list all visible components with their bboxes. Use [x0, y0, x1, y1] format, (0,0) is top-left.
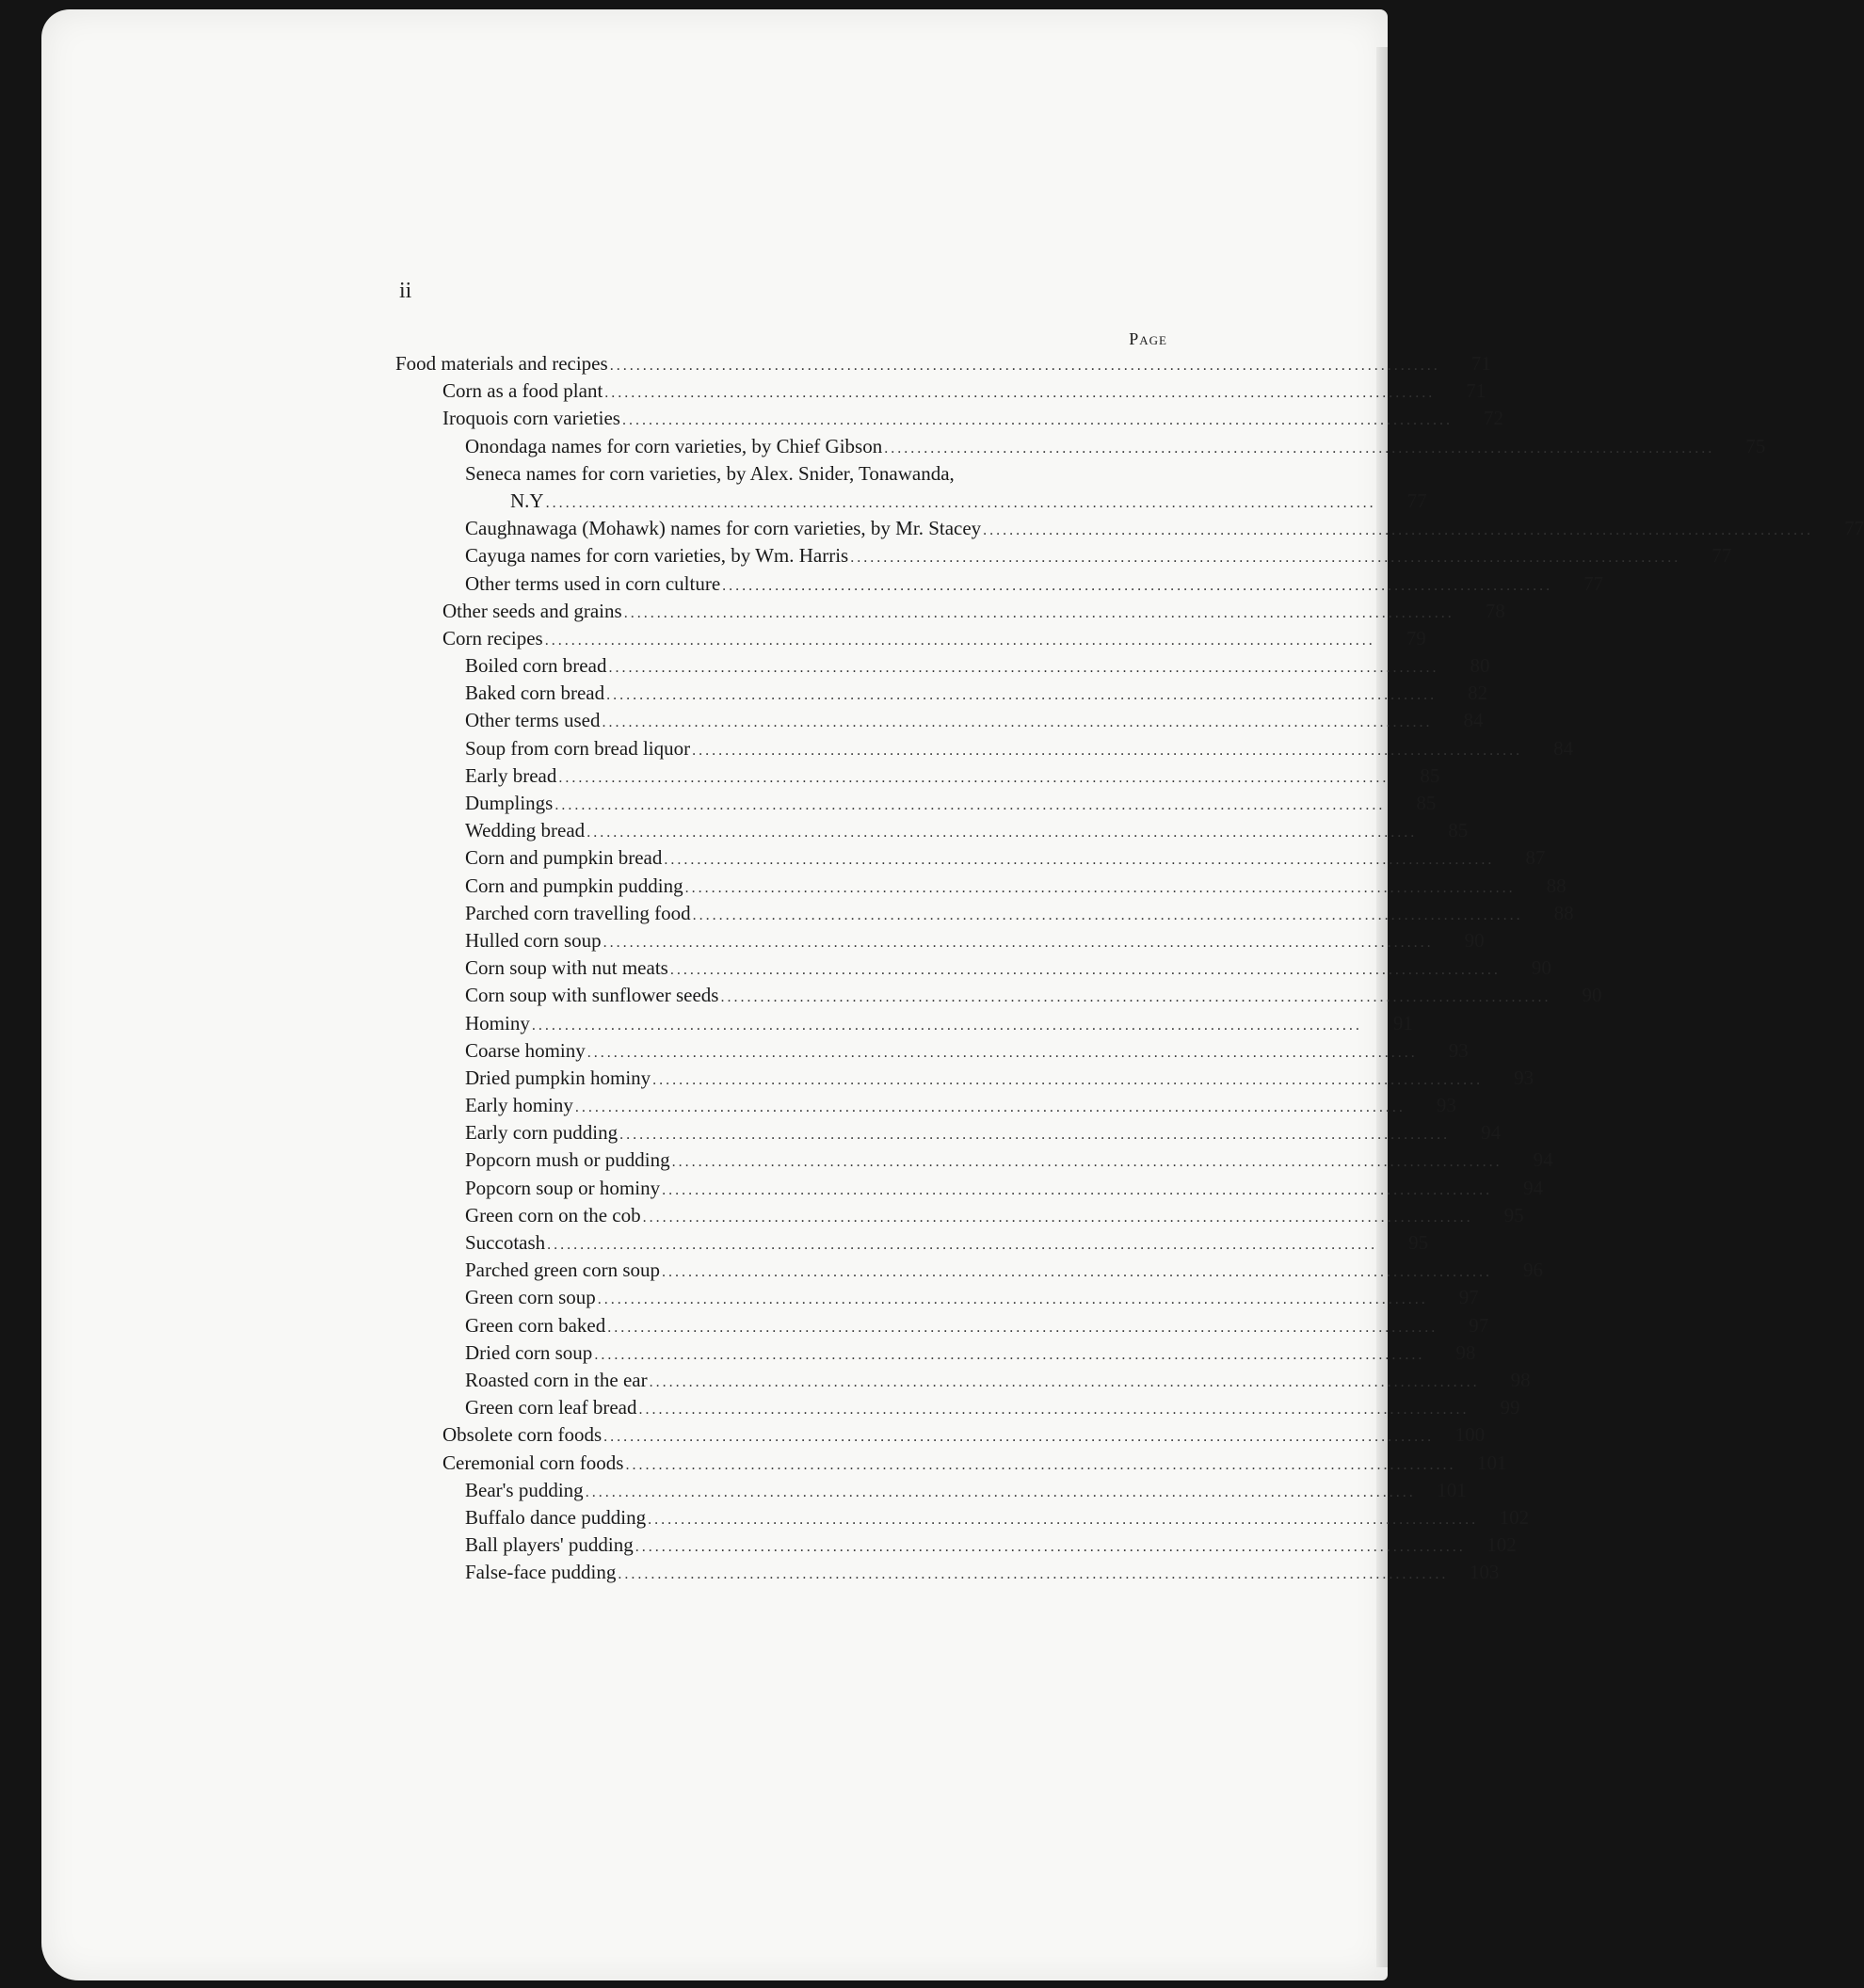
toc-entry-label: Ceremonial corn foods — [442, 1451, 624, 1474]
toc-page-number: 87 — [1525, 846, 1546, 870]
toc-page-number: 101 — [1437, 1478, 1467, 1501]
toc-entry — [395, 707, 1484, 734]
toc-page-number: 94 — [1481, 1121, 1502, 1145]
toc-page-number: 93 — [1448, 1038, 1469, 1062]
toc-entry — [395, 433, 1766, 460]
toc-entry-label: Cayuga names for corn varieties, by Wm. Harris — [465, 544, 849, 568]
toc-entry-label: Corn as a food plant — [442, 379, 603, 403]
leader-dots: .............................................................................................................................. — [722, 577, 1553, 594]
toc-entry — [395, 1531, 1517, 1559]
leader-dots: .............................................................................................................................. — [609, 358, 1440, 374]
toc-entry-label: Hulled corn soup — [465, 928, 602, 952]
toc-page-number: 91 — [1392, 1011, 1413, 1034]
toc-page-number: 75 — [1745, 434, 1766, 457]
leader-dots: .............................................................................................................................. — [603, 1429, 1435, 1446]
toc-entry — [395, 1119, 1502, 1146]
toc-entry — [395, 1092, 1456, 1119]
leader-dots: .............................................................................................................................. — [608, 660, 1439, 677]
toc-entry — [395, 515, 1864, 542]
toc-page-number: 90 — [1531, 956, 1551, 980]
toc-page-number: 79 — [1406, 626, 1426, 649]
toc-page-number: 98 — [1510, 1368, 1531, 1391]
toc-entry — [395, 1146, 1553, 1174]
toc-entry — [395, 1477, 1467, 1504]
toc-entry — [395, 1559, 1500, 1586]
leader-dots: .............................................................................................................................. — [621, 412, 1453, 429]
toc-entry-label: Corn soup with nut meats — [465, 956, 668, 980]
leader-dots: .............................................................................................................................. — [544, 632, 1375, 649]
toc-entry-label: Parched corn travelling food — [465, 901, 691, 924]
toc-entry — [395, 1312, 1489, 1339]
toc-entry-label: Baked corn bread — [465, 681, 605, 705]
leader-dots: .............................................................................................................................. — [607, 1319, 1438, 1336]
leader-dots: .............................................................................................................................. — [635, 1539, 1466, 1556]
leader-dots: .............................................................................................................................. — [671, 1154, 1502, 1171]
leader-dots: .............................................................................................................................. — [594, 1346, 1425, 1363]
toc-entry — [395, 625, 1426, 652]
toc-entry-label: Hominy — [465, 1011, 530, 1034]
toc-entry — [395, 1339, 1476, 1367]
toc-entry-label: Corn and pumpkin bread — [465, 846, 663, 870]
toc-entry-label: Buffalo dance pudding — [465, 1505, 647, 1529]
toc-entry — [395, 1010, 1413, 1037]
toc-entry — [395, 762, 1440, 790]
toc-entry — [395, 570, 1604, 598]
toc-entry — [395, 1065, 1535, 1092]
toc-entry-label: Green corn leaf bread — [465, 1396, 637, 1419]
toc-entry-label: Popcorn soup or hominy — [465, 1176, 661, 1199]
leader-dots: .............................................................................................................................. — [692, 742, 1523, 759]
toc-page-number: 90 — [1464, 928, 1485, 952]
leader-dots: .............................................................................................................................. — [558, 769, 1390, 786]
toc-entry-label: Succotash — [465, 1231, 546, 1254]
toc-page-number: 97 — [1458, 1286, 1479, 1309]
leader-dots: .............................................................................................................................. — [623, 604, 1454, 621]
toc-entry-label: Dried pumpkin hominy — [465, 1066, 651, 1089]
toc-entry-label: Early hominy — [465, 1094, 573, 1117]
toc-entry-label: Corn and pumpkin pudding — [465, 874, 683, 897]
leader-dots: .............................................................................................................................. — [531, 1017, 1362, 1034]
toc-page-number: 95 — [1408, 1231, 1429, 1254]
toc-entry — [395, 1229, 1429, 1257]
toc-page-number: 85 — [1420, 763, 1440, 787]
toc-entry-label: Green corn soup — [465, 1286, 596, 1309]
toc-entry-label: Caughnawaga (Mohawk) names for corn varieties, by Mr. Stacey — [465, 517, 982, 540]
toc-page-number: 93 — [1436, 1094, 1456, 1117]
toc-entry-label: Other terms used — [465, 709, 601, 732]
toc-page-number: 102 — [1499, 1505, 1530, 1529]
toc-entry — [395, 1175, 1544, 1202]
toc-page-number: 88 — [1546, 874, 1567, 897]
leader-dots: .............................................................................................................................. — [648, 1511, 1479, 1528]
toc-entry-label: Popcorn mush or pudding — [465, 1148, 670, 1172]
toc-entry — [395, 1202, 1524, 1229]
toc-entry — [395, 1284, 1479, 1311]
leader-dots: .............................................................................................................................. — [587, 825, 1418, 842]
toc-entry-line — [395, 460, 1167, 488]
leader-dots: .............................................................................................................................. — [662, 1181, 1493, 1198]
toc-entry — [395, 735, 1574, 762]
toc-entry — [395, 405, 1503, 432]
toc-entry-label: Iroquois corn varieties — [442, 407, 620, 430]
toc-entry-label: Other terms used in corn culture — [465, 571, 721, 595]
toc-entry — [395, 1257, 1544, 1284]
leader-dots: .............................................................................................................................. — [604, 385, 1436, 402]
toc-entry-label: Other seeds and grains — [442, 599, 622, 622]
leader-dots: .............................................................................................................................. — [619, 1127, 1451, 1144]
toc-entry-label: Corn soup with sunflower seeds — [465, 984, 719, 1007]
toc-entry-label: Dumplings — [465, 792, 554, 814]
leader-dots: .............................................................................................................................. — [545, 494, 1376, 511]
toc-entry-label: Coarse hominy — [465, 1038, 586, 1062]
leader-dots: .............................................................................................................................. — [587, 1044, 1418, 1061]
leader-dots: .............................................................................................................................. — [638, 1402, 1470, 1419]
toc-entry — [395, 1394, 1520, 1421]
toc-entry-label: Early corn pudding — [465, 1121, 619, 1145]
toc-entry — [395, 1504, 1530, 1531]
toc-entry — [395, 1421, 1486, 1449]
toc-page-number: 102 — [1486, 1533, 1517, 1557]
toc-entry — [395, 927, 1485, 954]
toc-page-number: 90 — [1582, 984, 1602, 1007]
leader-dots: .............................................................................................................................. — [664, 852, 1495, 869]
toc-entry-label: Obsolete corn foods — [442, 1423, 603, 1447]
leader-dots: .............................................................................................................................. — [554, 797, 1386, 813]
leader-dots: .............................................................................................................................. — [602, 714, 1433, 731]
toc-entry-label: Green corn on the cob — [465, 1203, 641, 1226]
toc-entry-label: Seneca names for corn varieties, by Alex. Snider, Tonawanda, — [465, 461, 955, 485]
toc-page-number: 77 — [1406, 489, 1427, 512]
toc-page-number: 82 — [1468, 681, 1488, 705]
leader-dots: .............................................................................................................................. — [692, 906, 1523, 923]
leader-dots: .............................................................................................................................. — [983, 522, 1814, 539]
toc-entry-label: N.Y — [510, 489, 544, 512]
toc-page-number: 77 — [1844, 517, 1864, 540]
leader-dots: .............................................................................................................................. — [547, 1237, 1378, 1253]
leader-dots: .............................................................................................................................. — [606, 687, 1438, 704]
toc-page-number: 96 — [1523, 1259, 1544, 1282]
toc-entry — [395, 1450, 1507, 1477]
toc-entry — [395, 652, 1490, 680]
toc-entry — [395, 817, 1469, 844]
toc-page-number: 94 — [1523, 1176, 1544, 1199]
toc-page-number: 78 — [1485, 599, 1505, 622]
leader-dots: .............................................................................................................................. — [574, 1099, 1406, 1116]
toc-page-number: 103 — [1469, 1561, 1500, 1584]
toc-page-number: 93 — [1514, 1066, 1535, 1089]
toc-page-number: 95 — [1503, 1203, 1524, 1226]
toc-entry-label: Roasted corn in the ear — [465, 1368, 648, 1391]
toc-entry-label: Corn recipes — [442, 626, 543, 649]
leader-dots: .............................................................................................................................. — [603, 934, 1434, 951]
toc-entry — [395, 1367, 1531, 1394]
toc-entries — [395, 350, 1864, 1586]
toc-entry — [395, 982, 1602, 1009]
toc-entry-label: Early bread — [465, 763, 557, 787]
leader-dots: .............................................................................................................................. — [618, 1566, 1449, 1583]
toc-page-number: 97 — [1469, 1313, 1489, 1337]
toc-page-number: 84 — [1463, 709, 1484, 732]
toc-entry-label: Green corn baked — [465, 1313, 606, 1337]
leader-dots: .............................................................................................................................. — [597, 1291, 1428, 1308]
toc-entry — [395, 488, 1427, 515]
toc-entry — [395, 542, 1732, 569]
toc-entry — [395, 954, 1551, 982]
toc-entry — [395, 680, 1488, 707]
leader-dots: .............................................................................................................................. — [884, 440, 1715, 457]
toc-page-number: 80 — [1470, 654, 1490, 678]
leader-dots: .............................................................................................................................. — [684, 879, 1516, 896]
toc-page-number: 85 — [1416, 792, 1437, 814]
toc-entry — [395, 1037, 1469, 1065]
toc-entry — [395, 873, 1567, 900]
toc-entry-label: Bear's pudding — [465, 1478, 584, 1501]
leader-dots: .............................................................................................................................. — [642, 1209, 1473, 1226]
toc-page-number: 77 — [1583, 571, 1604, 595]
toc-page-number: 71 — [1470, 352, 1491, 375]
toc-entry-label: Soup from corn bread liquor — [465, 736, 691, 760]
toc-page-number: 100 — [1454, 1423, 1486, 1447]
page-column-heading: Page — [1129, 329, 1167, 348]
toc-entry — [395, 350, 1491, 377]
toc-entry-label: False-face pudding — [465, 1561, 617, 1584]
folio-number: ii — [399, 279, 412, 303]
toc-page-number: 101 — [1476, 1451, 1507, 1474]
toc-entry-label: Dried corn soup — [465, 1340, 593, 1364]
toc-entry-label: Ball players' pudding — [465, 1533, 634, 1557]
toc-page-number: 98 — [1455, 1340, 1476, 1364]
leader-dots: .............................................................................................................................. — [662, 1264, 1493, 1281]
leader-dots: .............................................................................................................................. — [652, 1071, 1484, 1088]
leader-dots: .............................................................................................................................. — [625, 1456, 1456, 1473]
toc-entry-label: Parched green corn soup — [465, 1259, 661, 1282]
toc-page-number: 84 — [1553, 736, 1574, 760]
toc-page-number: 94 — [1533, 1148, 1553, 1172]
toc-page-number: 71 — [1466, 379, 1486, 403]
toc-entry-label: Boiled corn bread — [465, 654, 607, 678]
toc-entry-label: Food materials and recipes — [395, 352, 608, 375]
toc-page-number: 72 — [1483, 407, 1503, 430]
toc-entry — [395, 377, 1486, 405]
toc-page-number: 99 — [1500, 1396, 1520, 1419]
toc-entry — [395, 900, 1574, 927]
toc-entry — [395, 790, 1437, 817]
leader-dots: .............................................................................................................................. — [649, 1373, 1480, 1390]
toc-page-number: 85 — [1448, 819, 1469, 842]
leader-dots: .............................................................................................................................. — [850, 550, 1681, 567]
toc-page-number: 77 — [1711, 544, 1732, 568]
leader-dots: .............................................................................................................................. — [585, 1483, 1416, 1500]
toc-entry — [395, 844, 1546, 872]
toc-page-number: 88 — [1553, 901, 1574, 924]
leader-dots: .............................................................................................................................. — [669, 962, 1501, 979]
toc-entry-label: Onondaga names for corn varieties, by Chief Gibson — [465, 434, 883, 457]
toc-entry — [395, 598, 1505, 625]
toc-entry-label: Wedding bread — [465, 819, 586, 842]
leader-dots: .............................................................................................................................. — [720, 989, 1551, 1006]
